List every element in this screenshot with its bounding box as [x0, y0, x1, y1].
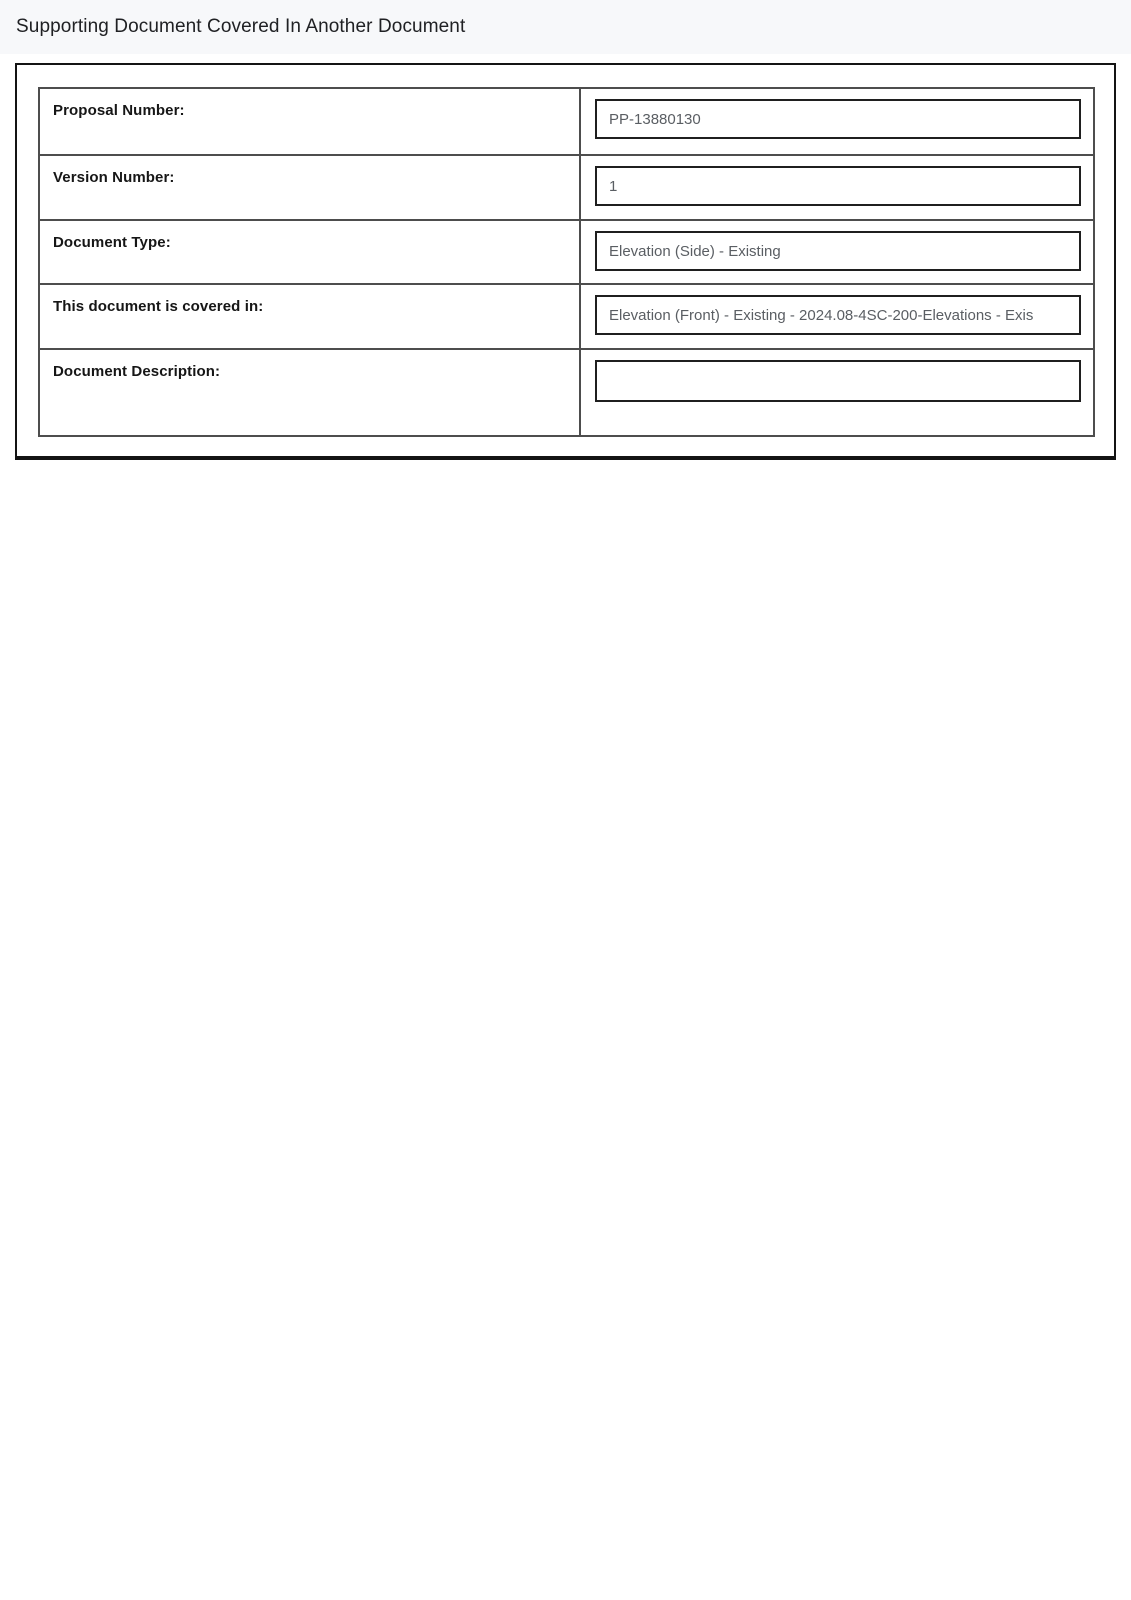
- proposal-number-label: Proposal Number:: [53, 102, 185, 119]
- supporting-document-form-table: [38, 87, 1095, 437]
- table-row-proposal-number: [39, 88, 1094, 155]
- document-description-input[interactable]: [595, 360, 1081, 402]
- page-header: [0, 0, 1131, 54]
- covered-in-input[interactable]: [595, 295, 1081, 335]
- proposal-number-field-cell: [580, 88, 1094, 155]
- document-description-label-cell: [39, 349, 580, 436]
- version-number-field-cell: [580, 155, 1094, 220]
- document-type-label: Document Type:: [53, 234, 171, 251]
- document-description-label: Document Description:: [53, 363, 221, 380]
- version-number-label-cell: [39, 155, 580, 220]
- table-row-version-number: [39, 155, 1094, 220]
- document-type-input[interactable]: [595, 231, 1081, 271]
- page-title: Supporting Document Covered In Another Document: [16, 16, 466, 37]
- document-description-field-cell: [580, 349, 1094, 436]
- version-number-label: Version Number:: [53, 169, 175, 186]
- table-row-document-type: [39, 220, 1094, 284]
- proposal-number-label-cell: [39, 88, 580, 155]
- table-row-covered-in: [39, 284, 1094, 349]
- covered-in-label: This document is covered in:: [53, 298, 264, 315]
- document-type-label-cell: [39, 220, 580, 284]
- table-row-document-description: [39, 349, 1094, 436]
- document-type-field-cell: [580, 220, 1094, 284]
- supporting-document-form-panel: [15, 63, 1116, 460]
- covered-in-label-cell: [39, 284, 580, 349]
- covered-in-field-cell: [580, 284, 1094, 349]
- proposal-number-input[interactable]: [595, 99, 1081, 139]
- version-number-input[interactable]: [595, 166, 1081, 206]
